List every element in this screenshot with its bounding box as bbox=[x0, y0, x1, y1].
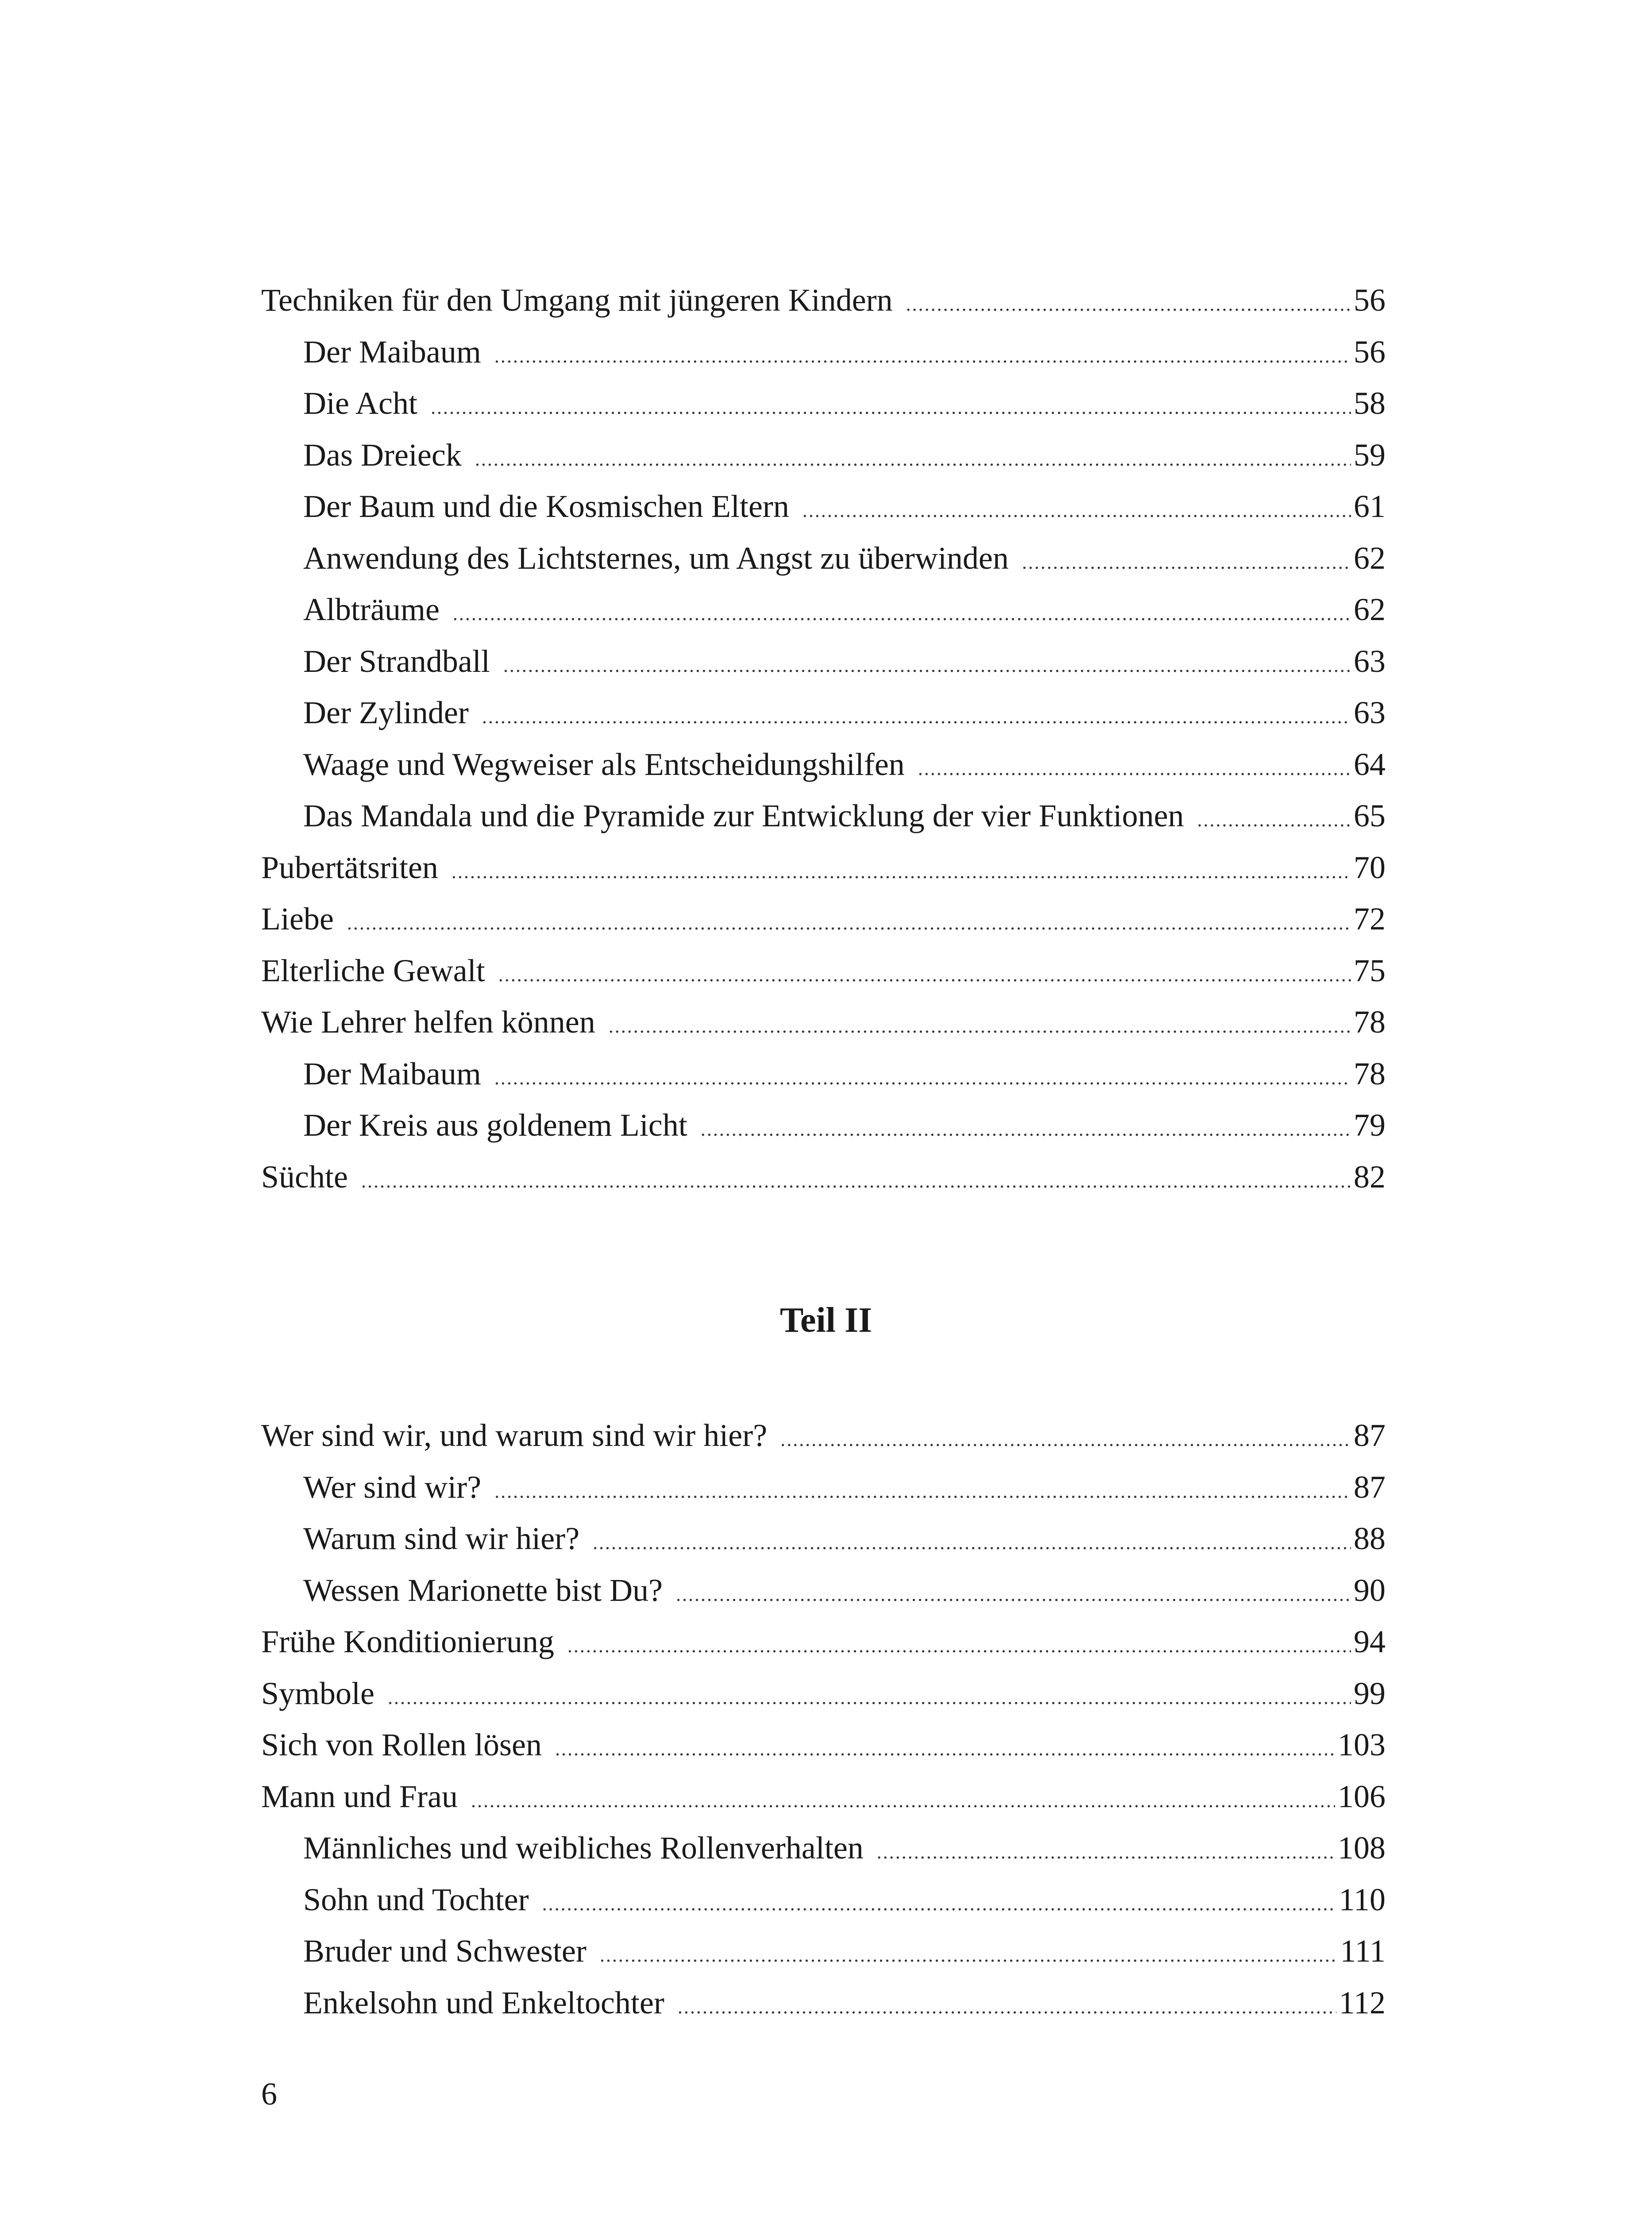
toc-entry-page: 62 bbox=[1354, 592, 1386, 627]
toc-entry-page: 62 bbox=[1354, 540, 1386, 576]
part-heading: Teil II bbox=[780, 1301, 872, 1340]
toc-entry-title: Enkelsohn und Enkeltochter bbox=[303, 1985, 664, 2020]
toc-entry-title: Der Maibaum bbox=[303, 334, 481, 370]
toc-entry-title: Frühe Konditionierung bbox=[261, 1624, 554, 1659]
toc-entry-title: Sohn und Tochter bbox=[303, 1881, 529, 1917]
toc-entry-title: Das Mandala und die Pyramide zur Entwicklung der vier Funktionen bbox=[303, 798, 1184, 833]
dot-leader bbox=[475, 434, 1351, 486]
toc-entry-title: Der Baum und die Kosmischen Eltern bbox=[303, 489, 789, 524]
toc-entry-page: 106 bbox=[1338, 1778, 1386, 1814]
toc-entry bbox=[261, 636, 1386, 687]
toc-entry-title: Wessen Marionette bist Du? bbox=[303, 1572, 663, 1608]
dot-leader bbox=[609, 1001, 1351, 1053]
toc-entry-page: 108 bbox=[1338, 1830, 1386, 1866]
toc-entry-page: 90 bbox=[1354, 1572, 1386, 1608]
toc-entry-page: 56 bbox=[1354, 282, 1386, 318]
dot-leader bbox=[906, 279, 1351, 331]
toc-entry-title: Der Kreis aus goldenem Licht bbox=[303, 1107, 687, 1143]
toc-entry-page: 79 bbox=[1354, 1107, 1386, 1143]
dot-leader bbox=[555, 1723, 1335, 1775]
toc-entry bbox=[261, 429, 1386, 481]
toc-entry bbox=[261, 1410, 1386, 1461]
toc-entry bbox=[261, 1925, 1386, 1977]
toc-entry-title: Bruder und Schwester bbox=[303, 1933, 587, 1969]
dot-leader bbox=[803, 485, 1351, 537]
toc-entry-title: Wer sind wir, und warum sind wir hier? bbox=[261, 1418, 768, 1453]
toc-entry bbox=[261, 1616, 1386, 1668]
toc-entry-page: 78 bbox=[1354, 1004, 1386, 1040]
toc-entry-title: Symbole bbox=[261, 1675, 375, 1711]
toc-entry bbox=[261, 842, 1386, 894]
toc-entry-page: 70 bbox=[1354, 849, 1386, 885]
dot-leader bbox=[494, 331, 1351, 382]
toc-entry bbox=[261, 1822, 1386, 1874]
dot-leader bbox=[453, 588, 1351, 640]
toc-entry-page: 88 bbox=[1354, 1521, 1386, 1556]
toc-entry-title: Techniken für den Umgang mit jüngeren Kindern bbox=[261, 282, 893, 318]
dot-leader bbox=[676, 1569, 1351, 1621]
toc-entry-title: Albträume bbox=[303, 592, 440, 627]
toc-entry-page: 63 bbox=[1354, 643, 1386, 679]
toc-entry bbox=[261, 1719, 1386, 1771]
dot-leader bbox=[701, 1104, 1351, 1156]
toc-entry-title: Wer sind wir? bbox=[303, 1469, 482, 1505]
dot-leader bbox=[593, 1517, 1351, 1569]
toc-entry bbox=[261, 1565, 1386, 1616]
dot-leader bbox=[431, 382, 1351, 434]
dot-leader bbox=[678, 1982, 1336, 2033]
dot-leader bbox=[452, 846, 1351, 898]
toc-entry-title: Anwendung des Lichtsternes, um Angst zu überwinden bbox=[303, 540, 1009, 576]
toc-entry-page: 78 bbox=[1354, 1056, 1386, 1091]
toc-entry bbox=[261, 945, 1386, 997]
toc-entry bbox=[261, 739, 1386, 790]
toc-entry bbox=[261, 532, 1386, 584]
dot-leader bbox=[498, 949, 1351, 1001]
dot-leader bbox=[361, 1156, 1351, 1207]
dot-leader bbox=[482, 691, 1351, 743]
toc-entry-page: 58 bbox=[1354, 386, 1386, 421]
dot-leader bbox=[471, 1775, 1335, 1827]
toc-entry bbox=[261, 584, 1386, 636]
toc-entry-page: 110 bbox=[1339, 1881, 1386, 1917]
dot-leader bbox=[494, 1466, 1351, 1518]
toc-entry bbox=[261, 790, 1386, 842]
toc-entry-title: Mann und Frau bbox=[261, 1778, 458, 1814]
toc-entry-title: Die Acht bbox=[303, 386, 417, 421]
toc-part-2 bbox=[261, 1410, 1386, 2028]
toc-entry-title: Männliches und weibliches Rollenverhalten bbox=[303, 1830, 864, 1866]
toc-entry bbox=[261, 1048, 1386, 1100]
toc-entry-title: Sich von Rollen lösen bbox=[261, 1727, 542, 1762]
toc-entry-page: 59 bbox=[1354, 437, 1386, 473]
toc-entry-page: 87 bbox=[1354, 1418, 1386, 1453]
toc-entry bbox=[261, 1668, 1386, 1720]
toc-entry-page: 103 bbox=[1338, 1727, 1386, 1762]
dot-leader bbox=[347, 898, 1351, 949]
toc-entry-title: Liebe bbox=[261, 901, 334, 937]
toc-entry-page: 94 bbox=[1354, 1624, 1386, 1659]
toc-entry-page: 111 bbox=[1340, 1933, 1386, 1969]
page-number: 6 bbox=[261, 2076, 277, 2112]
toc-entry-title: Waage und Wegweiser als Entscheidungshilfen bbox=[303, 746, 905, 782]
toc-entry-title: Süchte bbox=[261, 1159, 348, 1195]
toc-entry-page: 112 bbox=[1339, 1985, 1386, 2020]
toc-entry-title: Der Zylinder bbox=[303, 695, 469, 730]
toc-entry-title: Das Dreieck bbox=[303, 437, 462, 473]
dot-leader bbox=[600, 1930, 1338, 1982]
toc-entry bbox=[261, 274, 1386, 326]
toc-entry-page: 82 bbox=[1354, 1159, 1386, 1195]
dot-leader bbox=[1022, 537, 1351, 589]
toc-entry-title: Der Maibaum bbox=[303, 1056, 481, 1091]
toc-entry-title: Elterliche Gewalt bbox=[261, 952, 485, 988]
dot-leader bbox=[503, 640, 1351, 692]
dot-leader bbox=[877, 1827, 1335, 1878]
toc-part-1 bbox=[261, 274, 1386, 1203]
toc-entry-page: 87 bbox=[1354, 1469, 1386, 1505]
toc-entry-page: 72 bbox=[1354, 901, 1386, 937]
toc-entry-page: 99 bbox=[1354, 1675, 1386, 1711]
toc-entry-page: 56 bbox=[1354, 334, 1386, 370]
dot-leader bbox=[542, 1878, 1336, 1930]
dot-leader bbox=[1197, 794, 1351, 846]
toc-entry bbox=[261, 1461, 1386, 1513]
toc-entry-page: 61 bbox=[1354, 489, 1386, 524]
toc-entry bbox=[261, 1513, 1386, 1565]
toc-entry bbox=[261, 481, 1386, 532]
toc-entry bbox=[261, 1771, 1386, 1823]
toc-entry-title: Wie Lehrer helfen können bbox=[261, 1004, 595, 1040]
toc-entry-page: 64 bbox=[1354, 746, 1386, 782]
dot-leader bbox=[494, 1053, 1351, 1104]
toc-entry bbox=[261, 1874, 1386, 1926]
dot-leader bbox=[567, 1620, 1351, 1672]
toc-entry-page: 63 bbox=[1354, 695, 1386, 730]
toc-entry-page: 65 bbox=[1354, 798, 1386, 833]
dot-leader bbox=[388, 1672, 1351, 1724]
toc-entry bbox=[261, 996, 1386, 1048]
toc-entry bbox=[261, 378, 1386, 429]
toc-entry-title: Pubertätsriten bbox=[261, 849, 438, 885]
toc-entry bbox=[261, 687, 1386, 739]
toc-entry-page: 75 bbox=[1354, 952, 1386, 988]
toc-entry bbox=[261, 1977, 1386, 2029]
dot-leader bbox=[780, 1414, 1351, 1466]
toc-entry-title: Der Strandball bbox=[303, 643, 490, 679]
toc-entry bbox=[261, 893, 1386, 945]
toc-entry bbox=[261, 1151, 1386, 1203]
toc-entry bbox=[261, 1099, 1386, 1151]
toc-entry bbox=[261, 326, 1386, 378]
toc-entry-title: Warum sind wir hier? bbox=[303, 1521, 580, 1556]
dot-leader bbox=[918, 743, 1351, 795]
